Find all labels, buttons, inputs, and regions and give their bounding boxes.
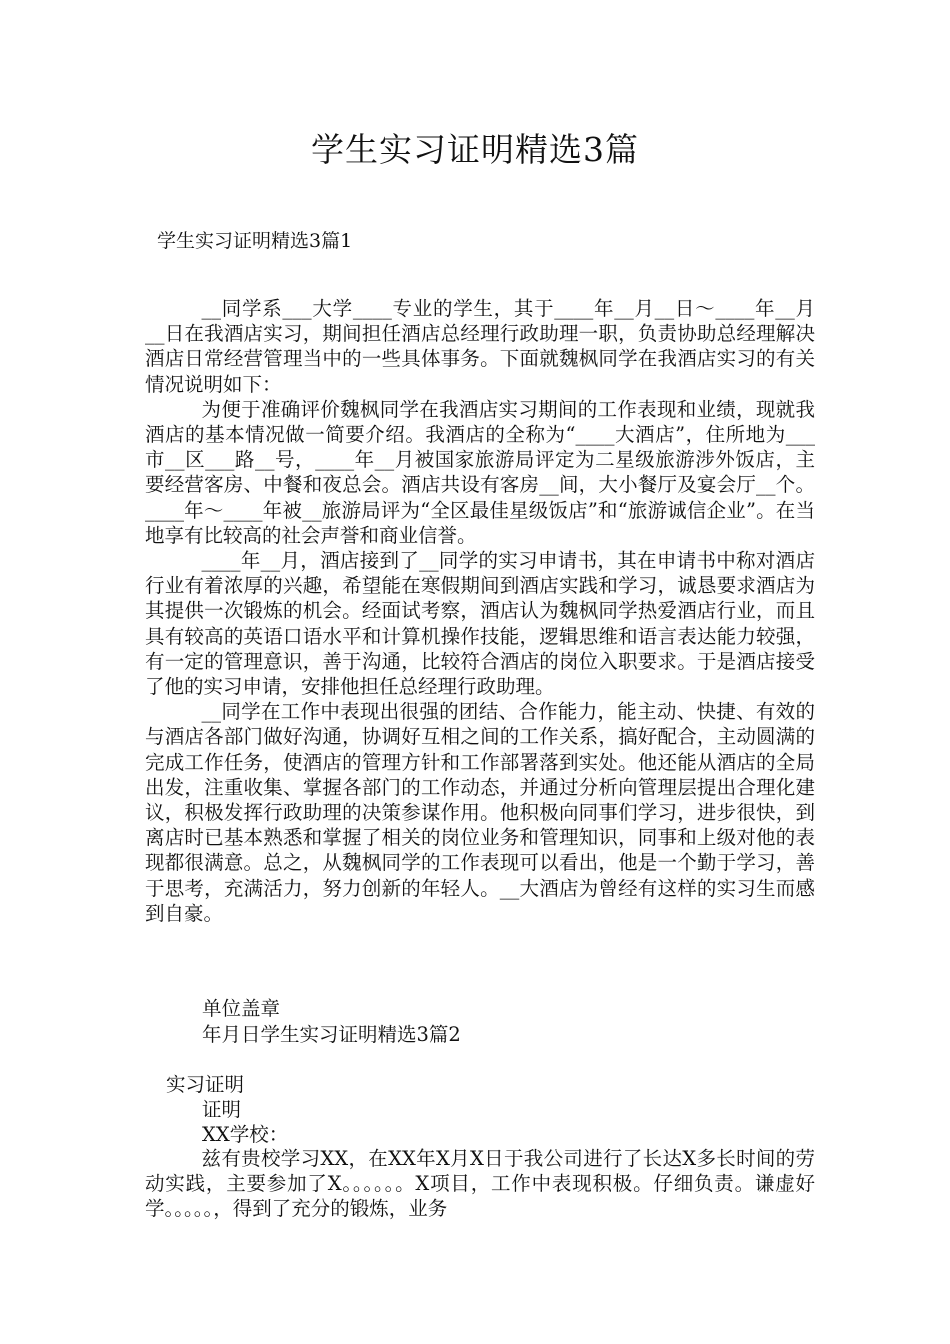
section-2-title: 实习证明 <box>166 1073 245 1096</box>
paragraph-intro: __同学系___大学____专业的学生，其于____年__月__日～____年__月__日在我酒店实习，期间担任酒店总经理行政助理一职，负责协助总经理解决酒店日常经营管理当中的一些具体事务。下面就魏枫同学在我酒店实习的有关情况说明如下： <box>145 297 815 396</box>
paragraph-hotel-info: 为便于准确评价魏枫同学在我酒店实习期间的工作表现和业绩，现就我酒店的基本情况做一简要介绍。我酒店的全称为“____大酒店”，住所地为___市__区___路__号，____年__月被国家旅游局评定为二星级旅游涉外饭店，主要经营客房、中餐和夜总会。酒店共设有客房__间，大小餐厅及宴会厅__个。____年～____年被__旅游局评为“全区最佳星级饭店”和“旅游诚信企业”。在当地享有比较高的社会声誉和商业信誉。 <box>145 397 815 547</box>
section-2-salutation: XX学校： <box>202 1123 289 1146</box>
section-1-body <box>145 296 815 926</box>
paragraph-application: ____年__月，酒店接到了__同学的实习申请书，其在申请书中称对酒店行业有着浓厚的兴趣，希望能在寒假期间到酒店实践和学习，诚恳要求酒店为其提供一次锻炼的机会。经面试考察，酒店认为魏枫同学热爱酒店行业，而且具有较高的英语口语水平和计算机操作技能，逻辑思维和语言表达能力较强，有一定的管理意识，善于沟通，比较符合酒店的岗位入职要求。于是酒店接受了他的实习申请，安排他担任总经理行政助理。 <box>145 549 815 699</box>
paragraph-performance: __同学在工作中表现出很强的团结、合作能力，能主动、快捷、有效的与酒店各部门做好沟通，协调好互相之间的工作关系，搞好配合，主动圆满的完成工作任务，使酒店的管理方针和工作部署落到实处。他还能从酒店的全局出发，注重收集、掌握各部门的工作动态，并通过分析向管理层提出合理化建议，积极发挥行政助理的决策参谋作用。他积极向同事们学习，进步很快，到离店时已基本熟悉和掌握了相关的岗位业务和管理知识，同事和上级对他的表现都很满意。总之，从魏枫同学的工作表现可以看出，他是一个勤于学习，善于思考，充满活力，努力创新的年轻人。__大酒店为曾经有这样的实习生而感到自豪。 <box>145 700 815 925</box>
date-and-section-2-heading: 年月日学生实习证明精选3篇2 <box>202 1023 461 1046</box>
seal-line: 单位盖章 <box>202 997 281 1020</box>
document-title: 学生实习证明精选3篇 <box>311 130 639 169</box>
section-2-subtitle: 证明 <box>202 1098 242 1121</box>
section-1-heading: 学生实习证明精选3篇1 <box>157 230 353 252</box>
paragraph-certificate: 兹有贵校学习XX，在XX年X月X日于我公司进行了长达X多长时间的劳动实践，主要参加了X。。。。。。X项目，工作中表现积极。仔细负责。谦虚好学。。。。。，得到了充分的锻炼，业务 <box>145 1147 815 1221</box>
section-2-body <box>145 1146 815 1222</box>
